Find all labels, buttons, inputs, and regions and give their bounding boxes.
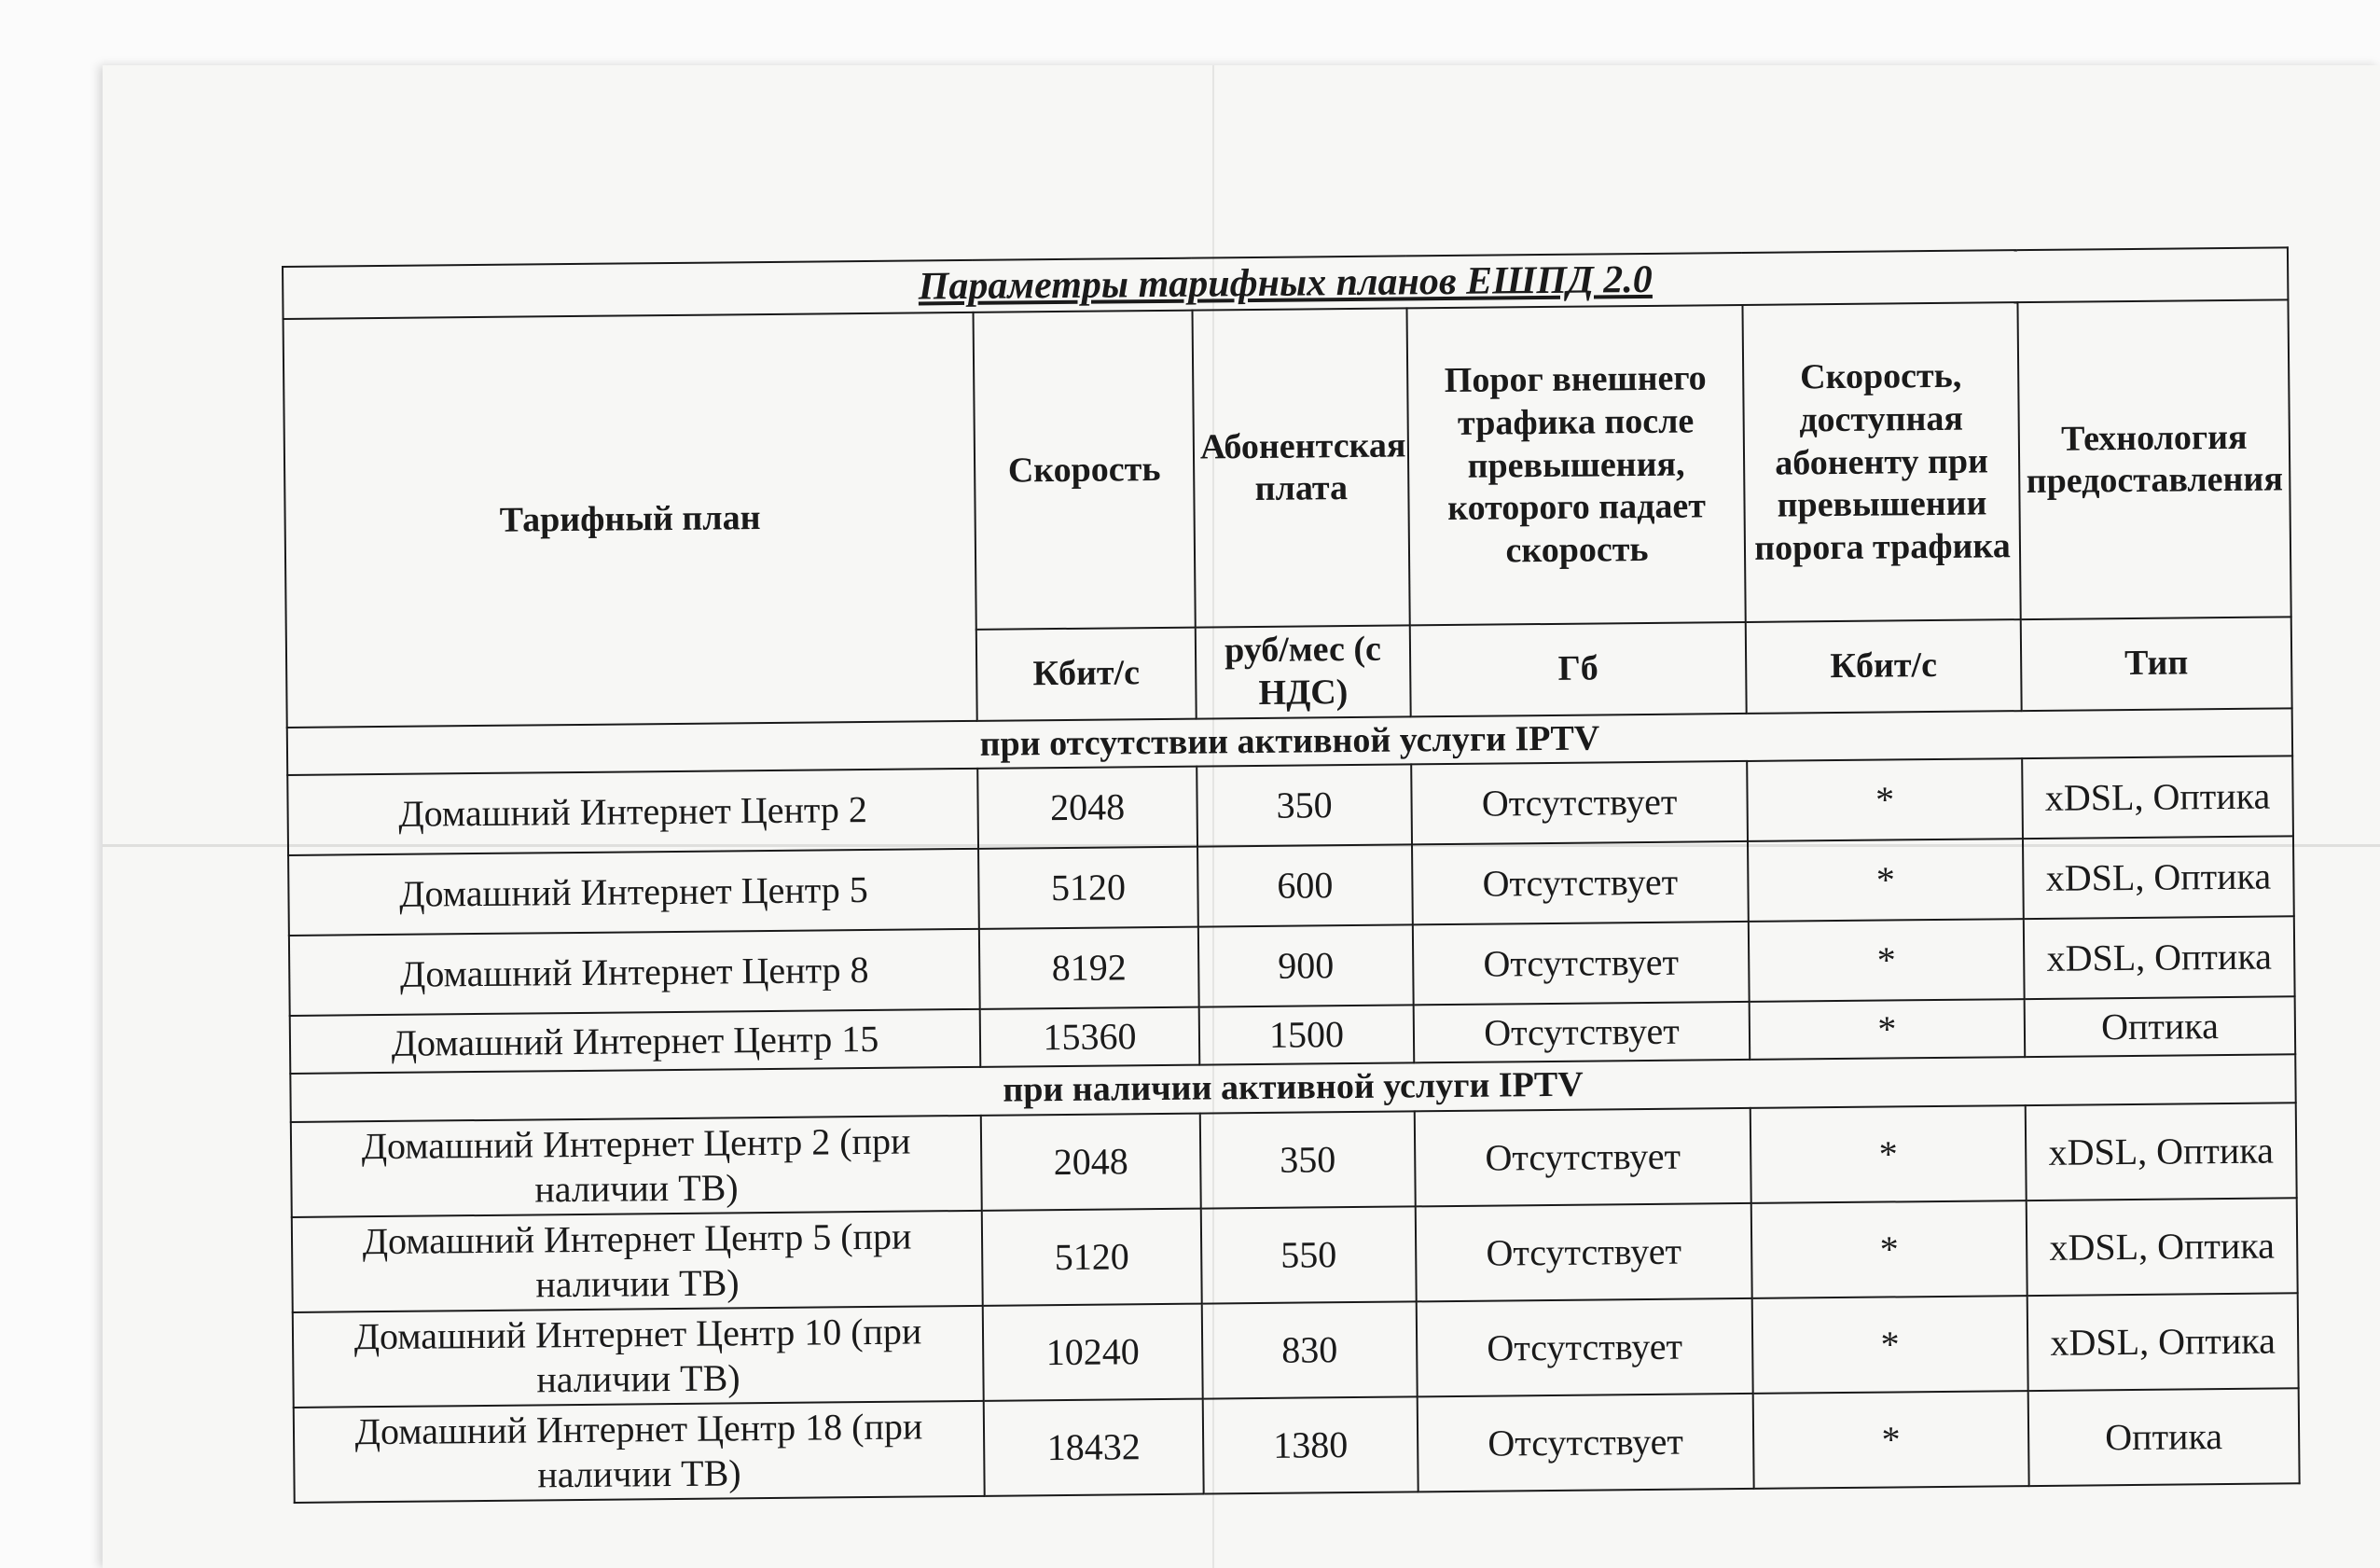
section-without-iptv: при отсутствии активной услуги IPTV <box>287 708 2292 775</box>
plan-name: Домашний Интернет Центр 8 <box>289 929 980 1016</box>
technology-value: xDSL, Оптика <box>2024 916 2295 999</box>
unit-reduced-speed: Кбит/с <box>1746 620 2022 714</box>
plan-name: Домашний Интернет Центр 5 <box>288 849 979 936</box>
threshold-value: Отсутствует <box>1416 1203 1752 1301</box>
technology-value: xDSL, Оптика <box>2027 1293 2299 1391</box>
threshold-value: Отсутствует <box>1418 1394 1754 1492</box>
speed-value: 8192 <box>979 927 1199 1009</box>
speed-value: 2048 <box>977 767 1197 849</box>
threshold-value: Отсутствует <box>1411 761 1748 844</box>
fee-value: 350 <box>1197 765 1412 847</box>
speed-value: 18432 <box>984 1398 1204 1495</box>
unit-threshold: Гб <box>1410 622 1747 716</box>
fee-value: 1500 <box>1199 1006 1415 1065</box>
fee-value: 600 <box>1197 845 1413 927</box>
plan-name: Домашний Интернет Центр 2 (при наличии ТВ) <box>291 1116 982 1217</box>
speed-value: 5120 <box>978 847 1198 929</box>
fee-value: 830 <box>1202 1301 1418 1398</box>
reduced-speed-value: * <box>1750 999 2026 1060</box>
unit-fee: руб/мес (с НДС) <box>1196 626 1411 718</box>
header-threshold: Порог внешнего трафика после превышения, которого падает скорость <box>1406 305 1745 625</box>
threshold-value: Отсутствует <box>1412 841 1749 924</box>
fee-value: 1380 <box>1203 1396 1418 1493</box>
fee-value: 550 <box>1201 1206 1417 1303</box>
technology-value: xDSL, Оптика <box>2026 1103 2297 1200</box>
reduced-speed-value: * <box>1750 1105 2027 1203</box>
plan-name: Домашний Интернет Центр 5 (при наличии ТВ) <box>292 1211 983 1312</box>
header-fee: Абонентская плата <box>1193 309 1410 628</box>
reduced-speed-value: * <box>1748 839 2024 922</box>
speed-value: 15360 <box>980 1007 1200 1067</box>
technology-value: xDSL, Оптика <box>2022 756 2293 839</box>
fee-value: 350 <box>1200 1111 1416 1208</box>
unit-speed: Кбит/с <box>976 628 1197 720</box>
speed-value: 10240 <box>983 1303 1203 1400</box>
table-row <box>294 1388 2300 1503</box>
fee-value: 900 <box>1198 925 1414 1007</box>
reduced-speed-value: * <box>1751 1200 2027 1298</box>
plan-name: Домашний Интернет Центр 10 (при наличии ТВ) <box>293 1306 984 1408</box>
section-with-iptv: при наличии активной услуги IPTV <box>290 1054 2295 1121</box>
reduced-speed-value: * <box>1749 919 2025 1002</box>
speed-value: 2048 <box>981 1113 1201 1210</box>
header-speed: Скорость <box>974 311 1196 630</box>
technology-value: xDSL, Оптика <box>2027 1198 2298 1296</box>
header-plan: Тарифный план <box>284 312 977 727</box>
reduced-speed-value: * <box>1753 1391 2029 1489</box>
technology-value: Оптика <box>2028 1388 2300 1486</box>
threshold-value: Отсутствует <box>1415 1108 1751 1206</box>
technology-value: xDSL, Оптика <box>2023 836 2294 919</box>
plan-name: Домашний Интернет Центр 15 <box>290 1009 981 1074</box>
reduced-speed-value: * <box>1752 1296 2028 1394</box>
unit-technology: Тип <box>2021 617 2292 711</box>
header-reduced-speed: Скорость, доступная абоненту при превышении порога трафика <box>1742 303 2020 623</box>
plan-name: Домашний Интернет Центр 18 (при наличии ТВ) <box>294 1401 985 1503</box>
reduced-speed-value: * <box>1747 758 2023 841</box>
plan-name: Домашний Интернет Центр 2 <box>287 769 978 855</box>
tariff-table <box>282 246 2301 1503</box>
threshold-value: Отсутствует <box>1413 922 1750 1005</box>
threshold-value: Отсутствует <box>1414 1002 1750 1062</box>
threshold-value: Отсутствует <box>1417 1298 1753 1396</box>
header-technology: Технология предоставления <box>2017 300 2290 620</box>
speed-value: 5120 <box>982 1208 1202 1305</box>
technology-value: Оптика <box>2025 996 2296 1057</box>
table-caption: Параметры тарифных планов ЕШПД 2.0 <box>283 247 2289 319</box>
